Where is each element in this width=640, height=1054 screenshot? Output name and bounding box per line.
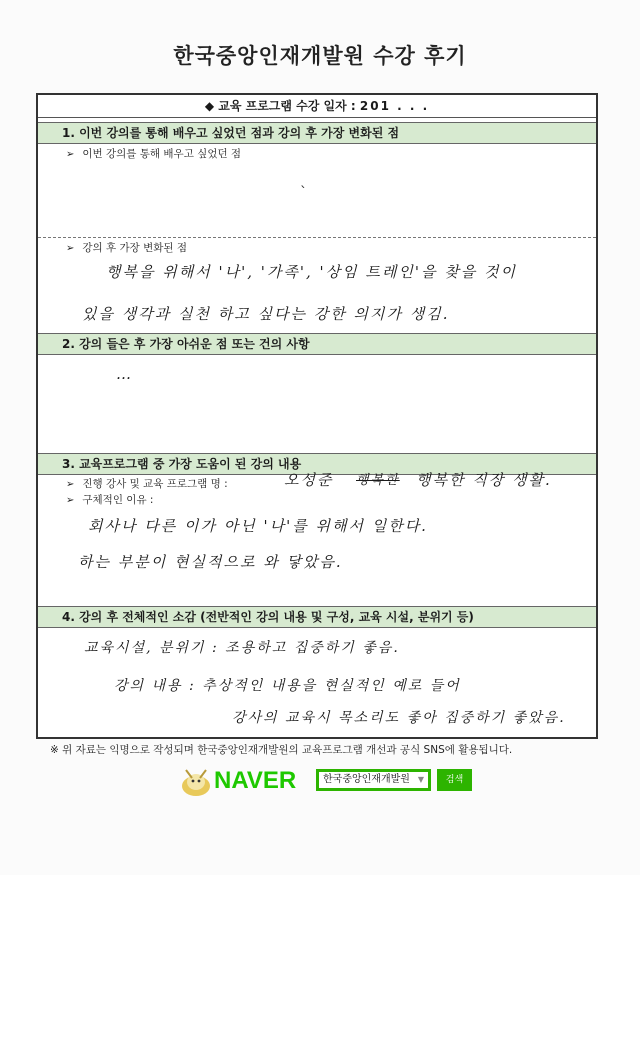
handwriting-program-name: 행복한 직장 생활.	[416, 471, 552, 489]
handwriting-overall-1: 교육시설, 분위기 : 조용하고 집중하기 좋음.	[84, 640, 400, 656]
naver-search-input[interactable]	[316, 769, 431, 791]
arrow-icon: ➢	[66, 495, 75, 506]
section-3-header: 3. 교육프로그램 중 가장 도움이 된 강의 내용	[38, 453, 596, 475]
date-value: 201 . . .	[359, 99, 430, 113]
pen-tick-mark: `	[300, 185, 307, 201]
mascot-icon	[178, 764, 214, 798]
review-form	[36, 93, 598, 739]
subprompt-changed	[66, 241, 187, 256]
subprompt-changed-text: 강의 후 가장 변화된 점	[82, 242, 188, 254]
subprompt-reason-text: 구체적인 이유 :	[82, 494, 154, 506]
subprompt-lecturer-text: 진행 강사 및 교육 프로그램 명 :	[82, 478, 228, 490]
handwriting-overall-2: 강의 내용 : 추상적인 내용을 현실적인 예로 들어	[114, 678, 461, 694]
subprompt-learn-text: 이번 강의를 통해 배우고 싶었던 점	[82, 148, 242, 160]
footnote: ※ 위 자료는 익명으로 작성되며 한국중앙인재개발원의 교육프로그램 개선과 공식 SNS에 활용됩니다.	[50, 744, 513, 756]
arrow-icon: ➢	[66, 479, 75, 490]
subprompt-lecturer	[66, 477, 228, 492]
naver-search-button[interactable]: 검색	[437, 769, 472, 791]
search-query: 한국중앙인재개발원	[323, 774, 410, 785]
subprompt-learn	[66, 147, 241, 162]
arrow-icon: ➢	[66, 149, 75, 160]
handwriting-regret: …	[116, 365, 133, 383]
handwriting-overall-3: 강사의 교육시 목소리도 좋아 집중하기 좋았음.	[232, 710, 566, 726]
naver-logo: NAVER	[214, 767, 297, 794]
date-label: ◆ 교육 프로그램 수강 일자 :	[204, 99, 356, 113]
section-1-header: 1. 이번 강의를 통해 배우고 싶었던 점과 강의 후 가장 변화된 점	[38, 122, 596, 144]
section-4-header: 4. 강의 후 전체적인 소감 (전반적인 강의 내용 및 구성, 교육 시설, 분위기 등)	[38, 606, 596, 628]
handwriting-changed-1: 행복을 위해서 '나', '가족', '상임 트레인'을 찾을 것이	[106, 263, 517, 281]
chevron-down-icon: ▼	[417, 775, 424, 784]
subprompt-reason	[66, 493, 153, 508]
section-2-header: 2. 강의 들은 후 가장 아쉬운 점 또는 건의 사항	[38, 333, 596, 355]
handwriting-changed-2: 있을 생각과 실천 하고 싶다는 강한 의지가 생김.	[82, 305, 450, 323]
dashed-divider	[38, 237, 596, 238]
arrow-icon: ➢	[66, 243, 75, 254]
handwriting-lecturer-name: 오성준	[284, 471, 334, 489]
handwriting-reason-1: 회사나 다른 이가 아닌 '나'를 위해서 일한다.	[88, 517, 428, 535]
handwriting-struck-word: 행복한	[356, 473, 400, 488]
document-title: 한국중앙인재개발원 수강 후기	[173, 44, 467, 68]
date-row	[38, 95, 596, 118]
naver-search-banner	[178, 764, 478, 798]
handwriting-reason-2: 하는 부분이 현실적으로 와 닿았음.	[78, 553, 343, 571]
